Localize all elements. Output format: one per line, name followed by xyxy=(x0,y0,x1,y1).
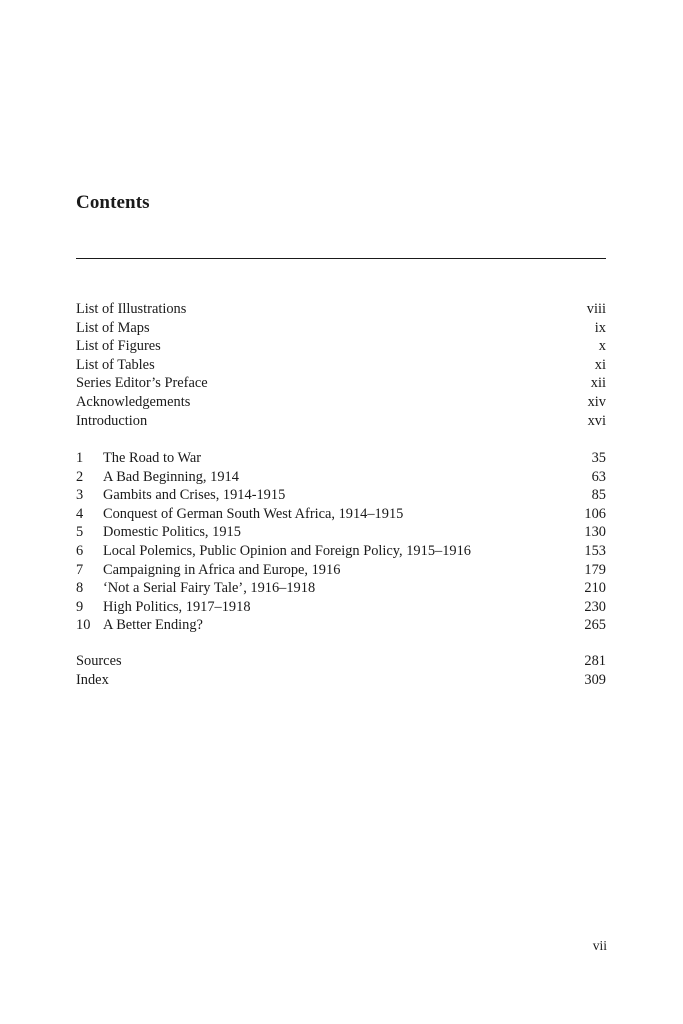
toc-back-matter xyxy=(76,652,606,689)
toc-chapter-entry[interactable] xyxy=(76,523,606,542)
toc-entry-title: Sources xyxy=(76,653,122,669)
toc-entry[interactable] xyxy=(76,337,606,356)
chapter-title: Domestic Politics, 1915 xyxy=(103,524,241,541)
chapter-page: 210 xyxy=(584,580,606,597)
page-title: Contents xyxy=(76,192,150,213)
chapter-page: 35 xyxy=(591,450,606,466)
chapter-number: 2 xyxy=(76,468,84,485)
toc-chapter-entry[interactable] xyxy=(76,616,606,635)
chapter-number: 7 xyxy=(76,561,84,578)
page-number: vii xyxy=(592,938,607,953)
chapter-title: Gambits and Crises, 1914-1915 xyxy=(103,487,286,504)
chapter-title: The Road to War xyxy=(103,450,202,466)
toc-entry[interactable] xyxy=(76,671,606,690)
toc-chapter-entry[interactable] xyxy=(76,598,606,617)
chapter-title: Conquest of German South West Africa, 1914–1915 xyxy=(103,505,404,522)
toc-chapter-entry[interactable] xyxy=(76,449,606,468)
chapter-number: 8 xyxy=(76,580,84,597)
heading-rule xyxy=(76,258,606,259)
toc-entry-page: ix xyxy=(594,319,606,336)
chapter-number: 6 xyxy=(76,542,84,559)
chapter-title: A Bad Beginning, 1914 xyxy=(103,468,239,485)
toc-chapter-entry[interactable] xyxy=(76,486,606,505)
chapter-number: 5 xyxy=(76,524,84,541)
toc-chapter-entry[interactable] xyxy=(76,561,606,580)
toc-entry[interactable] xyxy=(76,300,606,319)
chapter-title: Local Polemics, Public Opinion and Foreign Policy, 1915–1916 xyxy=(103,542,471,559)
chapter-page: 130 xyxy=(584,524,606,541)
toc-chapter-entry[interactable] xyxy=(76,468,606,487)
toc-entry-title: Acknowledgements xyxy=(76,393,191,410)
chapter-title: Campaigning in Africa and Europe, 1916 xyxy=(103,561,341,578)
chapter-page: 179 xyxy=(584,561,606,578)
toc-entry-title: List of Figures xyxy=(76,338,161,355)
chapter-number: 3 xyxy=(76,487,84,504)
toc-chapter-entry[interactable] xyxy=(76,542,606,561)
toc-entry-title: List of Maps xyxy=(76,319,150,336)
toc-chapters xyxy=(76,449,606,635)
chapter-page: 85 xyxy=(591,487,606,504)
toc-entry[interactable] xyxy=(76,412,606,431)
toc-entry-title: List of Illustrations xyxy=(76,301,187,317)
toc-front-matter xyxy=(76,300,606,430)
toc-entry[interactable] xyxy=(76,393,606,412)
chapter-number: 4 xyxy=(76,505,84,522)
chapter-page: 230 xyxy=(584,598,606,615)
toc-entry-page: xvi xyxy=(587,412,606,429)
chapter-page: 63 xyxy=(591,468,606,485)
toc-entry-title: Series Editor’s Preface xyxy=(76,375,208,392)
chapter-page: 106 xyxy=(584,505,606,522)
toc-entry-page: viii xyxy=(586,301,606,317)
chapter-number: 10 xyxy=(76,617,91,634)
toc-entry[interactable] xyxy=(76,319,606,338)
toc-entry-page: x xyxy=(598,338,606,355)
toc-entry-title: List of Tables xyxy=(76,356,155,373)
chapter-title: ‘Not a Serial Fairy Tale’, 1916–1918 xyxy=(103,580,316,597)
chapter-page: 153 xyxy=(584,542,606,559)
chapter-number: 9 xyxy=(76,598,84,615)
chapter-title: High Politics, 1917–1918 xyxy=(103,598,251,615)
toc-entry[interactable] xyxy=(76,374,606,393)
toc-entry-page: xii xyxy=(590,375,606,392)
chapter-number: 1 xyxy=(76,450,84,466)
toc-entry-page: xi xyxy=(594,356,606,373)
toc-entry-page: xiv xyxy=(587,393,606,410)
toc-entry-title: Introduction xyxy=(76,412,148,429)
toc-chapter-entry[interactable] xyxy=(76,579,606,598)
toc-entry-page: 309 xyxy=(584,671,606,688)
toc-entry-page: 281 xyxy=(584,653,606,669)
chapter-title: A Better Ending? xyxy=(103,617,203,634)
toc-chapter-entry[interactable] xyxy=(76,505,606,524)
chapter-page: 265 xyxy=(584,617,606,634)
toc-entry[interactable] xyxy=(76,356,606,375)
toc-entry-title: Index xyxy=(76,671,109,688)
toc-entry[interactable] xyxy=(76,652,606,671)
